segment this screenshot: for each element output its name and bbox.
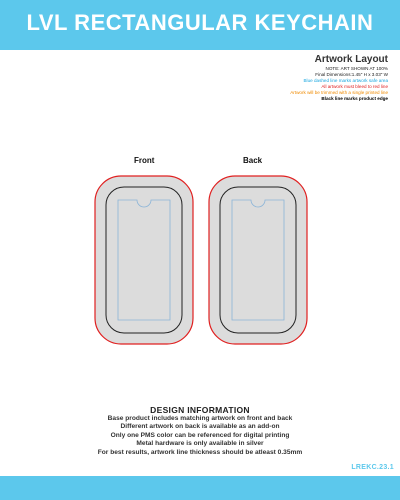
legend-product-edge: Black line marks product edge xyxy=(321,96,388,101)
legend-safe-area: Blue dashed line marks artwork safe area xyxy=(303,78,388,83)
design-info-title: DESIGN INFORMATION xyxy=(150,405,250,415)
back-label: Back xyxy=(243,156,263,165)
back-keychain-template xyxy=(208,175,308,345)
footer-bar xyxy=(0,476,400,500)
artwork-layout-title: Artwork Layout xyxy=(314,54,388,65)
final-dimensions: Final Dimensions:1.45" H x 3.03" W xyxy=(315,72,388,77)
legend-trim: Artwork will be trimmed with a single printed line xyxy=(290,90,388,95)
product-code: LREKC.23.1 xyxy=(351,464,394,471)
design-information xyxy=(0,405,400,457)
design-info-line: Base product includes matching artwork on front and back xyxy=(107,415,293,422)
art-scale-note: NOTE: ART SHOWN AT 100% xyxy=(325,66,388,71)
legend-bleed: All artwork must bleed to red line xyxy=(321,84,388,89)
front-label: Front xyxy=(134,156,155,165)
design-info-line: Metal hardware is only available in silver xyxy=(136,440,264,448)
artwork-layout-notes xyxy=(208,54,388,102)
design-info-line: Different artwork on back is available as an add-on xyxy=(120,423,280,431)
design-info-line: Only one PMS color can be referenced for digital printing xyxy=(110,431,290,439)
page-title: LVL RECTANGULAR KEYCHAIN xyxy=(26,10,374,35)
design-info-line: For best results, artwork line thickness should be atleast 0.35mm xyxy=(97,448,303,456)
front-keychain-template xyxy=(94,175,194,345)
